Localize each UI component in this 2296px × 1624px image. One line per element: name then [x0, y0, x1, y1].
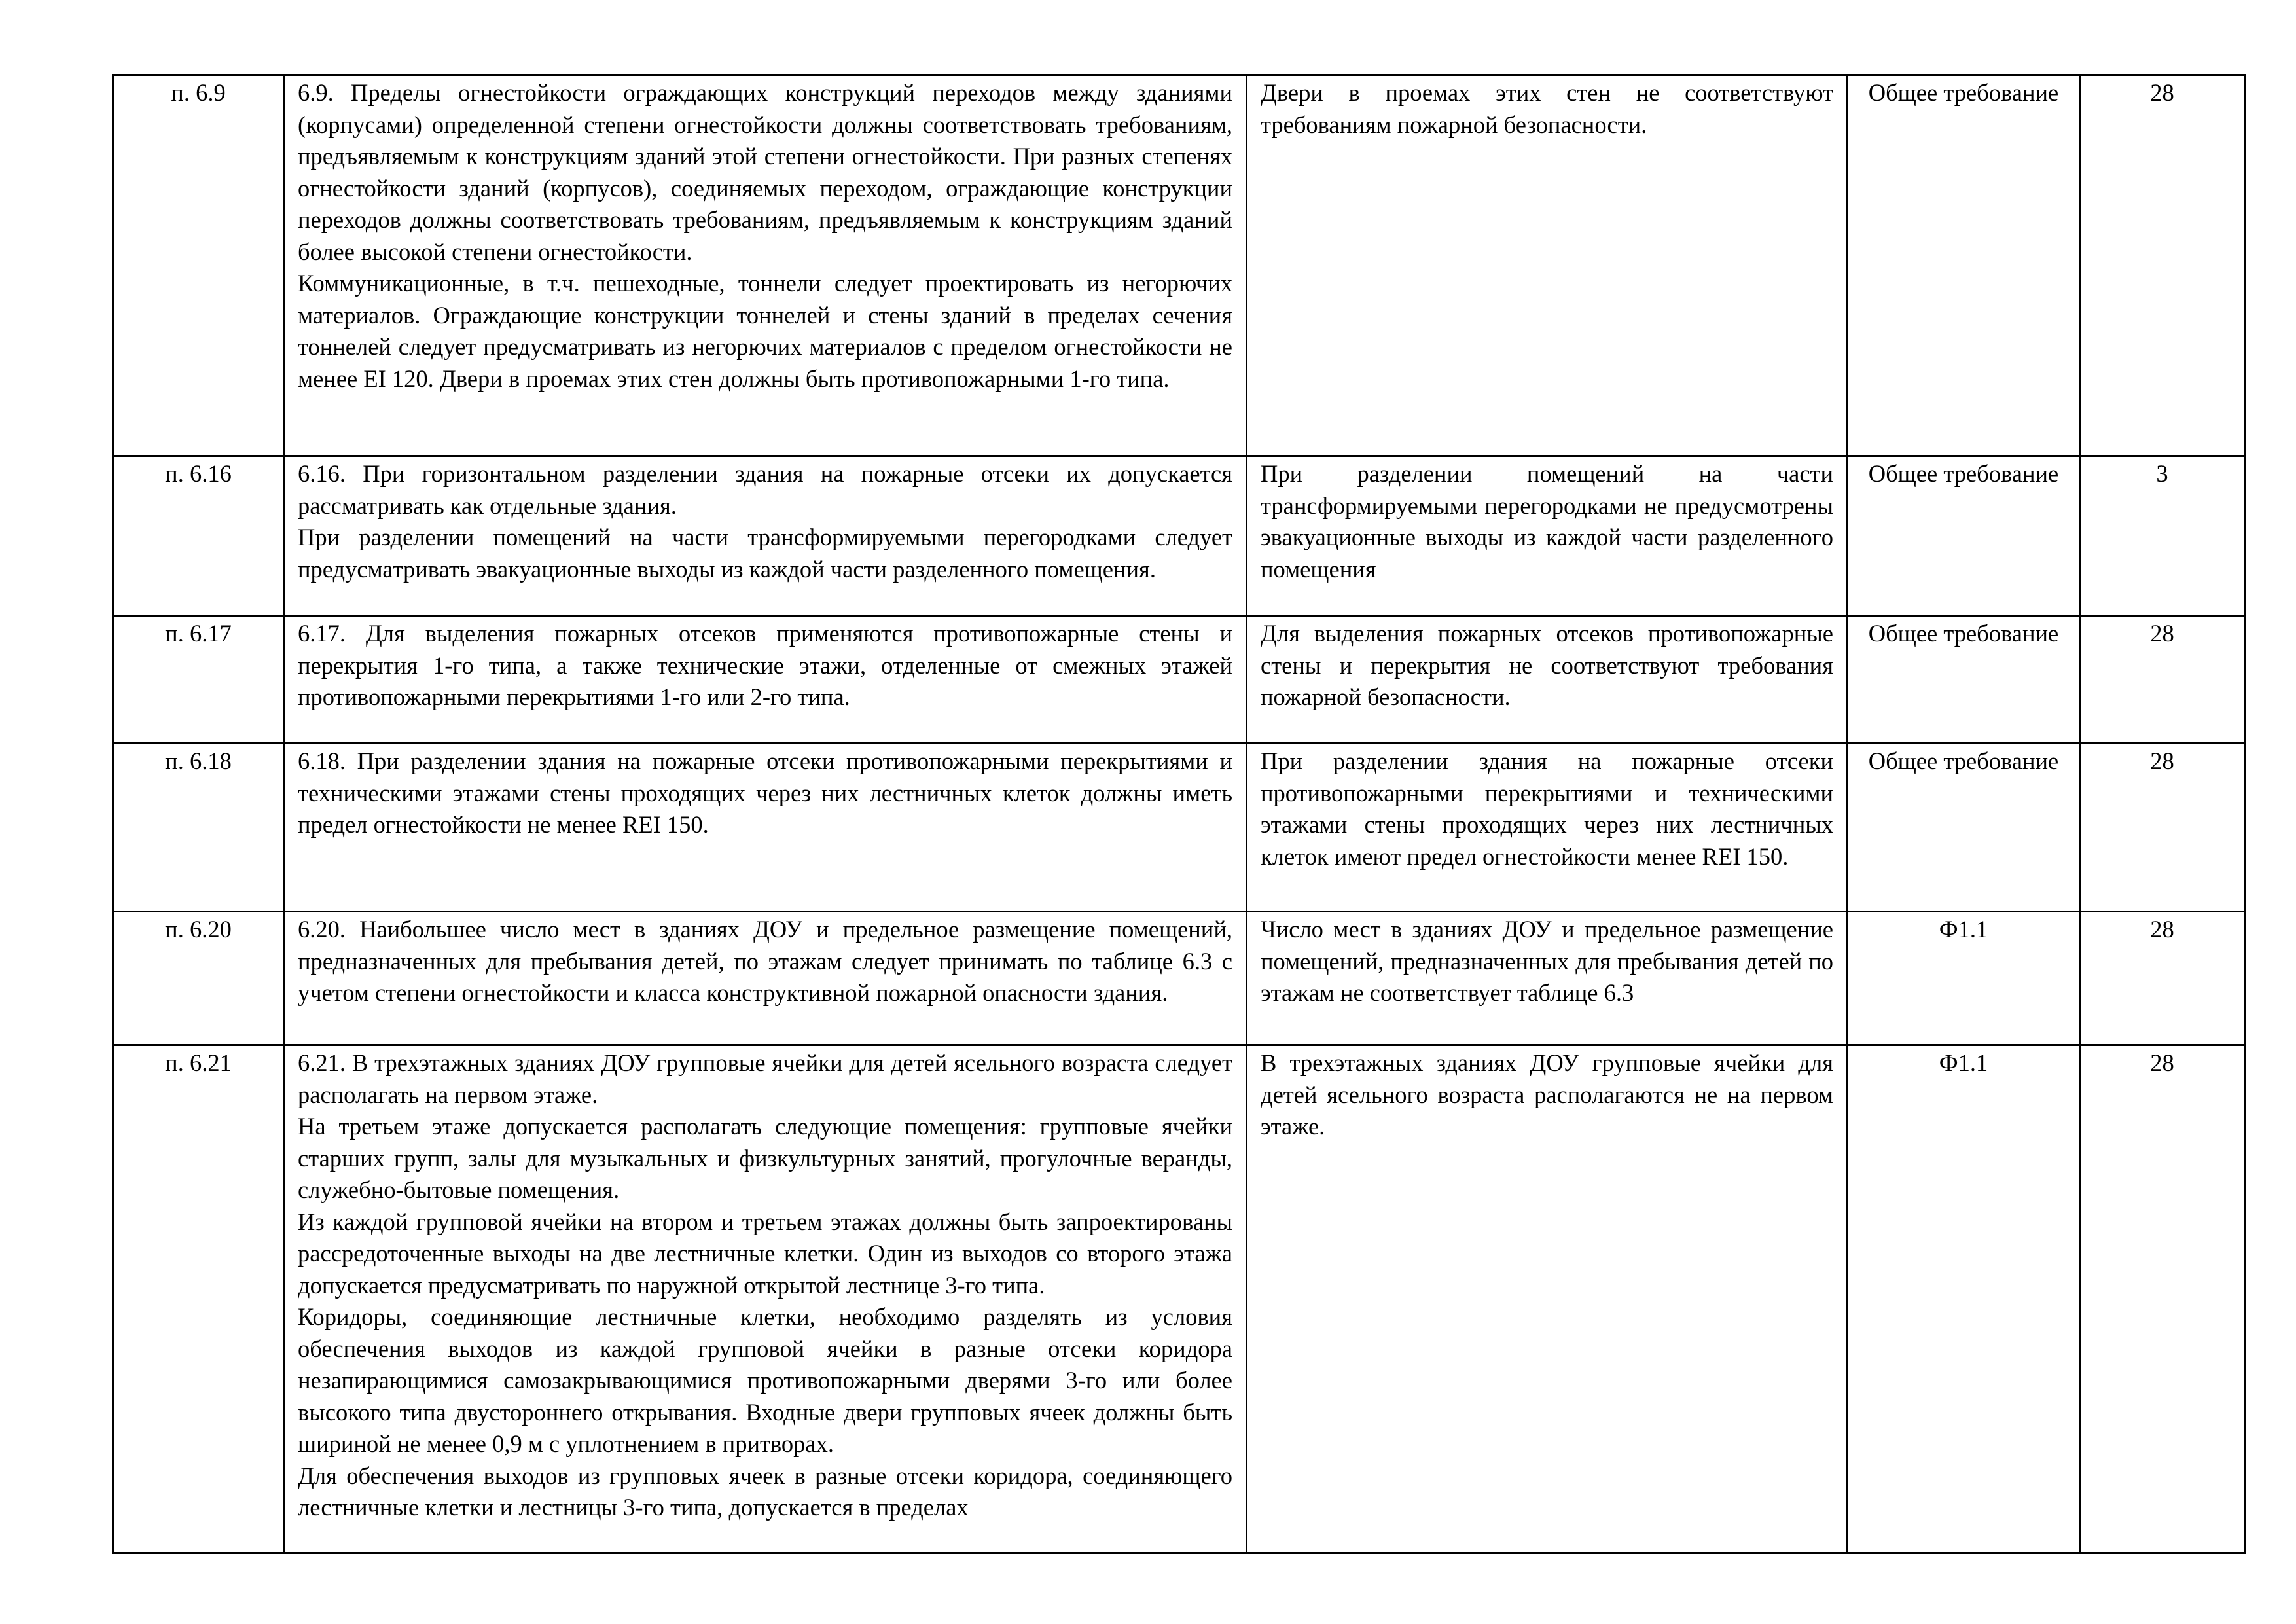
table-row	[113, 744, 2245, 912]
value-cell: 28	[2080, 75, 2245, 456]
table-row	[113, 1045, 2245, 1553]
requirement-paragraph: Коммуникационные, в т.ч. пешеходные, тоннели следует проектировать из негорючих материалов. Ограждающие конструкции тоннелей и стены зданий в пределах сечения тоннелей следует предусматривать из негорючих материалов с пределом огнестойкости не менее EI 120. Двери в проемах этих стен должны быть противопожарными 1-го типа.	[298, 270, 1232, 392]
requirement-text	[284, 744, 1247, 912]
requirement-text	[284, 1045, 1247, 1553]
finding-text: При разделении здания на пожарные отсеки противопожарными перекрытиями и техническими этажами стены проходящих через них лестничных клеток имеют предел огнестойкости менее REI 150.	[1247, 744, 1848, 912]
category-cell: Ф1.1	[1848, 1045, 2080, 1553]
clause-number: п. 6.21	[113, 1045, 284, 1553]
requirement-paragraph: Из каждой групповой ячейки на втором и третьем этажах должны быть запроектированы рассредоточенные выходы на две лестничные клетки. Один из выходов со второго этажа допускается предусматривать по наружной открытой лестнице 3-го типа.	[298, 1208, 1232, 1299]
requirement-paragraph: 6.21. В трехэтажных зданиях ДОУ групповые ячейки для детей ясельного возраста следует располагать на первом этаже.	[298, 1049, 1232, 1108]
requirement-paragraph: 6.9. Пределы огнестойкости ограждающих конструкций переходов между зданиями (корпусами) определенной степени огнестойкости должны соответствовать требованиям, предъявляемым к конструкциям зданий этой степени огнестойкости. При разных степенях огнестойкости зданий (корпусов), соединяемых переходом, ограждающие конструкции переходов должны соответствовать требованиям, предъявляемым к конструкциям зданий более высокой степени огнестойкости.	[298, 79, 1232, 265]
requirement-text	[284, 456, 1247, 616]
category-cell: Общее требование	[1848, 744, 2080, 912]
value-cell: 28	[2080, 912, 2245, 1045]
requirement-paragraph: Для обеспечения выходов из групповых ячеек в разные отсеки коридора, соединяющего лестничные клетки и лестницы 3-го типа, допускается в пределах	[298, 1462, 1232, 1521]
table-row	[113, 912, 2245, 1045]
category-cell: Общее требование	[1848, 456, 2080, 616]
requirements-table	[112, 74, 2246, 1554]
finding-text: Число мест в зданиях ДОУ и предельное размещение помещений, предназначенных для пребывания детей по этажам не соответствует таблице 6.3	[1247, 912, 1848, 1045]
value-cell: 3	[2080, 456, 2245, 616]
table-row	[113, 616, 2245, 744]
clause-number: п. 6.20	[113, 912, 284, 1045]
value-cell: 28	[2080, 1045, 2245, 1553]
clause-number: п. 6.17	[113, 616, 284, 744]
requirement-text	[284, 616, 1247, 744]
requirement-paragraph: Коридоры, соединяющие лестничные клетки, необходимо разделять из условия обеспечения выходов из каждой групповой ячейки в разные отсеки коридора незапирающимися самозакрывающимися противопожарными дверями 3-го или более высокого типа двустороннего открывания. Входные двери групповых ячеек должны быть шириной не менее 0,9 м с уплотнением в притворах.	[298, 1303, 1232, 1457]
table-row	[113, 75, 2245, 456]
finding-text: При разделении помещений на части трансформируемыми перегородками не предусмотрены эвакуационные выходы из каждой части разделенного помещения	[1247, 456, 1848, 616]
category-cell: Общее требование	[1848, 75, 2080, 456]
category-cell: Ф1.1	[1848, 912, 2080, 1045]
finding-text: Для выделения пожарных отсеков противопожарные стены и перекрытия не соответствуют требования пожарной безопасности.	[1247, 616, 1848, 744]
requirement-paragraph: 6.16. При горизонтальном разделении здания на пожарные отсеки их допускается рассматривать как отдельные здания.	[298, 460, 1232, 519]
value-cell: 28	[2080, 616, 2245, 744]
clause-number: п. 6.9	[113, 75, 284, 456]
requirement-paragraph: 6.18. При разделении здания на пожарные отсеки противопожарными перекрытиями и техническими этажами стены проходящих через них лестничных клеток должны иметь предел огнестойкости не менее REI 150.	[298, 748, 1232, 838]
table-row	[113, 456, 2245, 616]
clause-number: п. 6.18	[113, 744, 284, 912]
requirement-text	[284, 75, 1247, 456]
finding-text: Двери в проемах этих стен не соответствуют требованиям пожарной безопасности.	[1247, 75, 1848, 456]
clause-number: п. 6.16	[113, 456, 284, 616]
requirement-paragraph: 6.20. Наибольшее число мест в зданиях ДОУ и предельное размещение помещений, предназначенных для пребывания детей, по этажам следует принимать по таблице 6.3 с учетом степени огнестойкости и класса конструктивной пожарной опасности здания.	[298, 916, 1232, 1006]
requirement-text	[284, 912, 1247, 1045]
requirement-paragraph: На третьем этаже допускается располагать следующие помещения: групповые ячейки старших групп, залы для музыкальных и физкультурных занятий, прогулочные веранды, служебно-бытовые помещения.	[298, 1113, 1232, 1203]
category-cell: Общее требование	[1848, 616, 2080, 744]
requirement-paragraph: При разделении помещений на части трансформируемыми перегородками следует предусматривать эвакуационные выходы из каждой части разделенного помещения.	[298, 524, 1232, 583]
finding-text: В трехэтажных зданиях ДОУ групповые ячейки для детей ясельного возраста располагаются не на первом этаже.	[1247, 1045, 1848, 1553]
value-cell: 28	[2080, 744, 2245, 912]
requirement-paragraph: 6.17. Для выделения пожарных отсеков применяются противопожарные стены и перекрытия 1-го типа, а также технические этажи, отделенные от смежных этажей противопожарными перекрытиями 1-го или 2-го типа.	[298, 620, 1232, 710]
